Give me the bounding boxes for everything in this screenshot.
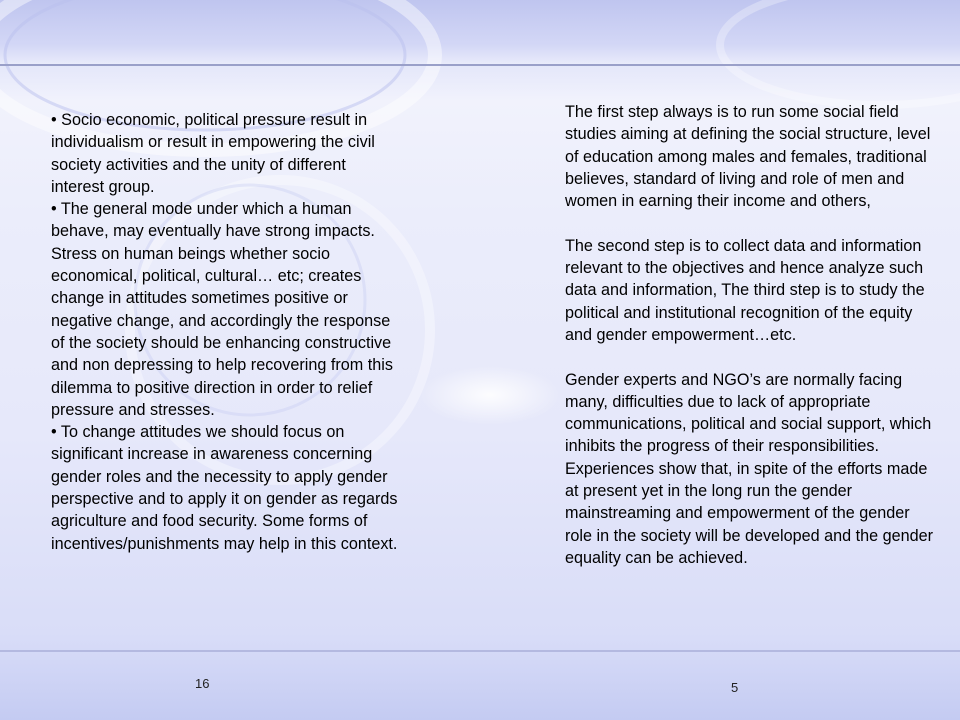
left-page-number: 16 [195,676,210,691]
right-page-text: The first step always is to run some social field studies aiming at defining the social structure, level of education among males and females, traditional believes, standard of living and role of men and women in earning their income and others, The second step is to collect data and information relevant to the objectives and hence analyze such data and information, The third step is to study the political and institutional recognition of the equity and gender empowerment…etc. Gender experts and NGO’s are normally facing many, difficulties due to lack of appropriate communications, political and social support, which inhibits the progress of their responsibilities. Experiences show that, in spite of the efforts made at present yet in the long run the gender mainstreaming and empowerment of the gender role in the society will be developed and the gender equality can be achieved. [565,103,934,567]
left-page-text: • Socio economic, political pressure result in individualism or result in empowering the civil society activities and the unity of different interest group. • The general mode under which a human behave, may eventually have strong impacts. Stress on human beings whether socio economical, political, cultural… etc; creates change in attitudes sometimes positive or negative change, and accordingly the response of the society should be enhancing constructive and non depressing to help recovering from this dilemma to positive direction in order to relief pressure and stresses. • To change attitudes we should focus on significant increase in awareness concerning gender roles and the necessity to apply gender perspective and to apply it on gender as regards agriculture and food security. Some forms of incentives/punishments may help in this context. [51,111,398,553]
header-divider [0,64,960,66]
footer-divider [0,650,960,652]
right-page-number: 5 [731,680,739,695]
